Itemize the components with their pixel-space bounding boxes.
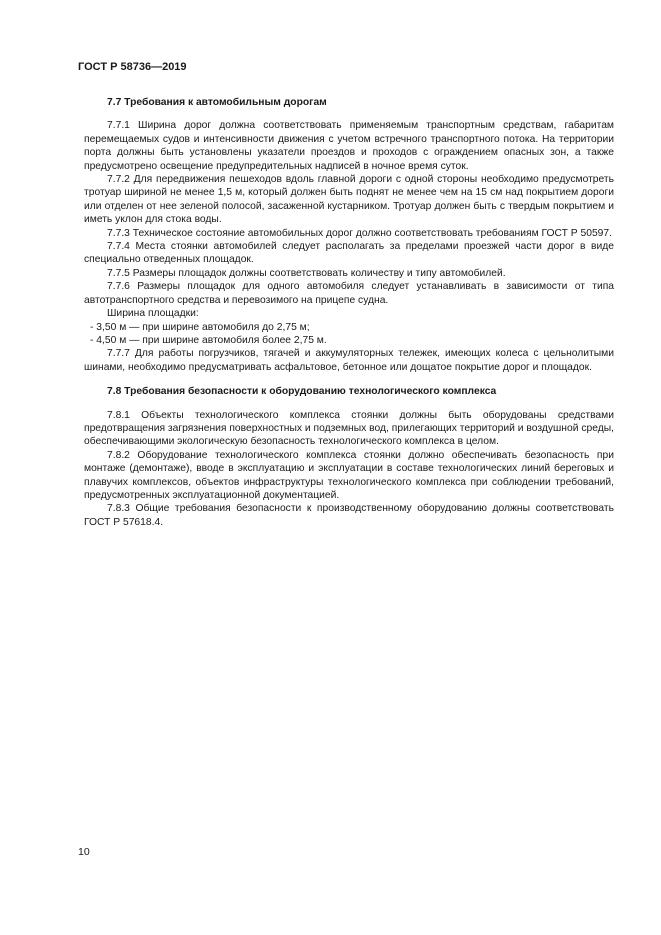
paragraph-7-7-5: 7.7.5 Размеры площадок должны соответствовать количеству и типу автомобилей. [107, 267, 506, 279]
paragraph-7-7-3: 7.7.3 Техническое состояние автомобильных дорог должно соответствовать требованиям ГОСТ Р 50597. [107, 227, 612, 239]
paragraph-7-8-3: 7.8.3 Общие требования безопасности к производственному оборудованию должны соответствовать ГОСТ Р 57618.4. [84, 503, 614, 528]
list-item: - 3,50 м — при ширине автомобиля до 2,75 м; [90, 321, 310, 333]
paragraph-7-7-6: 7.7.6 Размеры площадок для одного автомобиля следует устанавливать в зависимости от типа автотранспортного средства и перевозимого на прицепе судна. [84, 281, 614, 306]
paragraph-7-7-7: 7.7.7 Для работы погрузчиков, тягачей и аккумуляторных тележек, имеющих колеса с цельнолитыми шинами, необходимо предусматривать асфальтовое, бетонное или дощатое покрытие дорог и площадок. [84, 348, 614, 373]
page-number: 10 [78, 846, 90, 858]
width-list [84, 321, 614, 348]
list-item: - 4,50 м — при ширине автомобиля более 2,75 м. [90, 334, 327, 346]
document-body [84, 96, 614, 529]
document-code-header: ГОСТ Р 58736—2019 [78, 61, 187, 73]
paragraph-7-8-1: 7.8.1 Объекты технологического комплекса стоянки должны быть оборудованы средствами предотвращения загрязнения поверхностных и подземных вод, прилегающих территорий и воздушной среды, обеспечивающими экологическую безопасность технологического комплекса в целом. [84, 409, 614, 448]
paragraph-7-7-1: 7.7.1 Ширина дорог должна соответствовать применяемым транспортным средствам, габаритам перемещаемых судов и интенсивности движения с учетом встречного транспортного потока. На территории порта должны быть установлены указатели проездов и проходов с ограждением опасных зон, а также предусмотрено освещение предупредительных надписей в ночное время суток. [84, 120, 614, 172]
paragraph-7-7-4: 7.7.4 Места стоянки автомобилей следует располагать за пределами проезжей части дорог в виде специально отведенных площадок. [84, 241, 614, 266]
section-7-7-title: 7.7 Требования к автомобильным дорогам [107, 97, 327, 108]
paragraph-7-7-2: 7.7.2 Для передвижения пешеходов вдоль главной дороги с одной стороны необходимо предусмотреть тротуар шириной не менее 1,5 м, который должен быть поднят не менее чем на 15 см над покрытием дороги или отделен от нее зеленой полосой, засаженной кустарником. Тротуар должен быть с твердым покрытием и иметь уклон для стока воды. [84, 174, 614, 226]
width-label: Ширина площадки: [107, 308, 199, 320]
paragraph-7-8-2: 7.8.2 Оборудование технологического комплекса стоянки должно обеспечивать безопасность при монтаже (демонтаже), вводе в эксплуатацию и эксплуатации в составе технологических линий береговых и плавучих комплексов, объектов инфраструктуры технологического комплекса при соблюдении требований, предусмотренных эксплуатационной документацией. [84, 449, 614, 501]
section-7-8-title: 7.8 Требования безопасности к оборудованию технологического комплекса [107, 386, 497, 398]
